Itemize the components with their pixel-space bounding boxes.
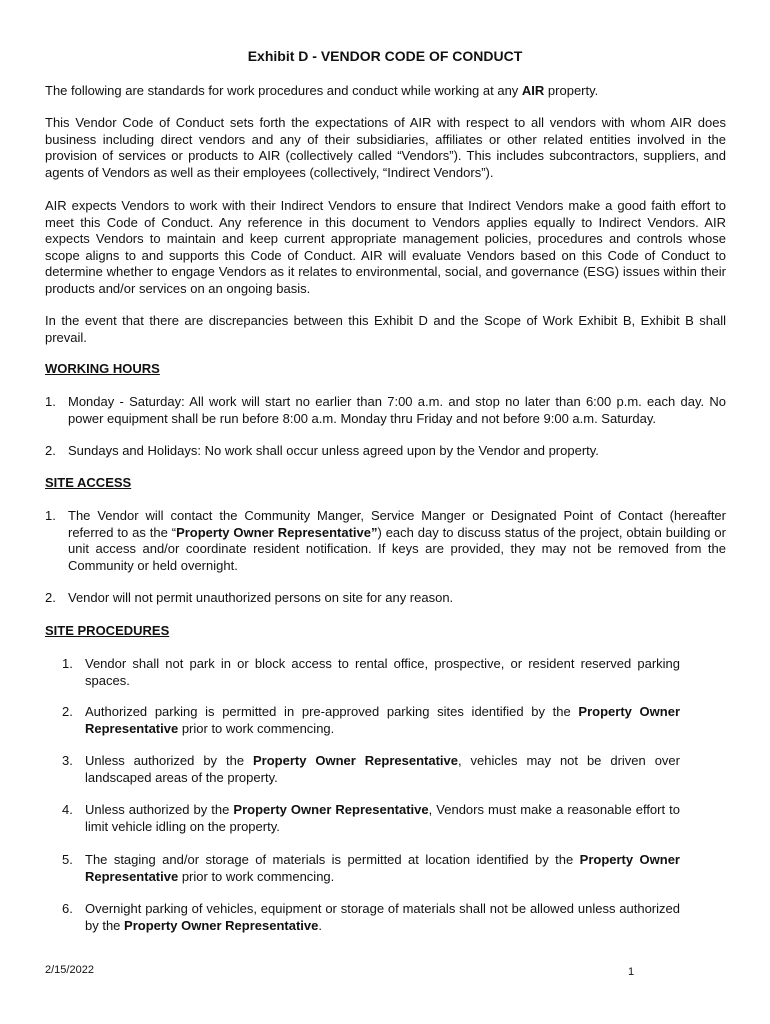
- text-part: Vendor shall not park in or block access to rental office, prospective, or resident reserved parking spaces.: [85, 656, 680, 688]
- page-title: Exhibit D - VENDOR CODE OF CONDUCT: [247, 48, 523, 64]
- list-number: 4.: [62, 802, 73, 817]
- text-part: The Vendor will contact the Community Manger, Service Manger or Designated Point of Contact (hereafter referred to as the “: [68, 508, 726, 540]
- list-number: 1.: [62, 656, 73, 671]
- list-text: Sundays and Holidays: No work shall occur unless agreed upon by the Vendor and property.: [68, 443, 599, 458]
- bold-term: Property Owner Representative: [85, 704, 681, 736]
- bold-term: Property Owner Representative: [124, 917, 319, 933]
- bold-term: Property Owner Representative: [233, 802, 429, 817]
- text-part: , Vendors must make a reasonable effort to limit vehicle idling on the property.: [85, 802, 680, 834]
- list-number: 1.: [45, 394, 56, 409]
- list-text: Monday - Saturday: All work will start no earlier than 7:00 a.m. and stop no later than 6:00 p.m. each day. No power equipment shall be run before 8:00 a.m. Monday thru Friday and not before 9:00 a.m. Saturday.: [68, 394, 726, 426]
- text-part: Unless authorized by the: [85, 802, 234, 817]
- list-text: [85, 802, 680, 835]
- intro-paragraph-2: This Vendor Code of Conduct sets forth the expectations of AIR with respect to all vendors with whom AIR does business including direct vendors and any of their subsidiaries, affiliates or other related entities involved in the provision of services or products to AIR (collectively called “Vendors”). This includes subcontractors, suppliers, and agents of Vendors as well as their employees (collectively, “Indirect Vendors”).: [45, 115, 726, 180]
- intro-p1-text: The following are standards for work procedures and conduct while working at any: [45, 83, 522, 98]
- intro-paragraph-1: [45, 83, 726, 100]
- list-number: 3.: [62, 753, 73, 768]
- text-part: prior to work commencing.: [178, 720, 335, 736]
- intro-paragraph-3: AIR expects Vendors to work with their Indirect Vendors to ensure that Indirect Vendors make a good faith effort to meet this Code of Conduct. Any reference in this document to Vendors applies equally to Indirect Vendors. AIR expects Vendors to maintain and keep current appropriate management policies, procedures and controls whose scope aligns to and supports this Code of Conduct. AIR will evaluate Vendors based on this Code of Conduct to determine whether to engage Vendors as it relates to environmental, social, and governance (ESG) issues within their products and/or services on an ongoing basis.: [45, 198, 726, 296]
- text-part: Unless authorized by the: [85, 753, 253, 768]
- text-part: , vehicles may not be driven over landscaped areas of the property.: [85, 753, 680, 785]
- page-number: 1: [628, 966, 635, 978]
- text-part: The staging and/or storage of materials is permitted at location identified by the: [85, 852, 580, 867]
- bold-term: Property Owner Representative: [253, 753, 458, 768]
- site-access-heading: SITE ACCESS: [45, 475, 132, 490]
- list-number: 6.: [62, 901, 73, 916]
- list-text: [85, 753, 680, 786]
- text-part: ) each day to discuss status of the project, obtain building or unit access and/or coordinate resident notification. If keys are provided, they may not be removed from the Community or held overnight.: [68, 524, 726, 573]
- list-text: Vendor will not permit unauthorized persons on site for any reason.: [68, 590, 454, 605]
- text-part: Overnight parking of vehicles, equipment or storage of materials shall not be allowed unless authorized by the: [85, 901, 680, 933]
- text-part: prior to work commencing.: [178, 868, 335, 884]
- bold-term: Property Owner Representative”: [176, 524, 378, 540]
- list-number: 2.: [45, 590, 56, 605]
- list-text: [68, 508, 726, 574]
- intro-p1-bold: AIR: [521, 83, 545, 98]
- text-part: .: [318, 917, 323, 933]
- list-text: [85, 656, 680, 689]
- intro-paragraph-4: In the event that there are discrepancies between this Exhibit D and the Scope of Work Exhibit B, Exhibit B shall prevail.: [45, 313, 726, 345]
- list-text: [85, 901, 680, 934]
- working-hours-heading: WORKING HOURS: [45, 361, 160, 376]
- text-part: Authorized parking is permitted in pre-approved parking sites identified by the: [85, 704, 579, 719]
- intro-p1-end: property.: [544, 83, 599, 98]
- list-number: 2.: [62, 704, 73, 719]
- footer-date: 2/15/2022: [45, 964, 94, 976]
- list-number: 2.: [45, 443, 56, 458]
- list-text: [85, 852, 680, 885]
- list-text: [85, 704, 680, 737]
- list-number: 5.: [62, 852, 73, 867]
- site-procedures-heading: SITE PROCEDURES: [45, 623, 170, 638]
- list-number: 1.: [45, 508, 56, 523]
- bold-term: Property Owner Representative: [85, 852, 680, 884]
